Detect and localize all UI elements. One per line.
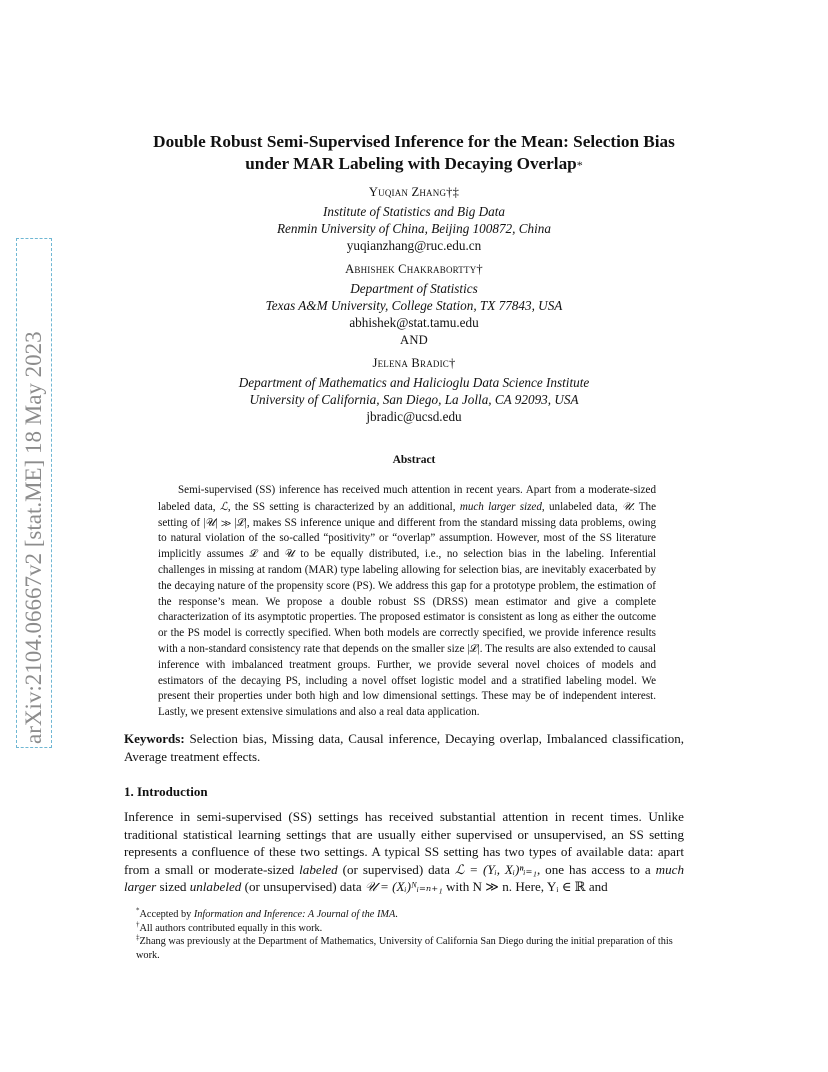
paper-title [0, 131, 828, 176]
author-affiliation-line: Texas A&M University, College Station, TX 77843, USA [265, 298, 563, 313]
author-marks: † [476, 262, 483, 276]
author-affiliation-line: Department of Statistics [350, 281, 478, 296]
title-line-2: under MAR Labeling with Decaying Overlap [245, 154, 577, 173]
author-block-2 [0, 262, 828, 331]
footnote-text: Zhang was previously at the Department of Mathematics, University of California San Diego during the initial preparation of this work. [136, 936, 673, 961]
author-block-1 [0, 185, 828, 254]
intro-emphasis: labeled [299, 861, 338, 877]
footnote [124, 935, 684, 962]
title-line-1: Double Robust Semi-Supervised Inference for the Mean: Selection Bias [153, 132, 675, 151]
author-affiliation-line: Institute of Statistics and Big Data [322, 204, 506, 219]
intro-equation: ℒ = (Yᵢ, Xᵢ)ⁿᵢ₌₁ [454, 861, 537, 877]
abstract-symbol: ℒ [219, 499, 228, 513]
arxiv-stamp-text: arXiv:2104.06667v2 [stat.ME] 18 May 2023 [21, 331, 46, 744]
footnote [124, 922, 684, 936]
intro-body [124, 808, 684, 896]
author-name: Yuqian Zhang [368, 185, 447, 199]
footnote-emphasis: Information and Inference: A Journal of the IMA [193, 909, 396, 920]
author-name-wrap [0, 262, 828, 277]
author-name: Jelena Bradic [372, 356, 450, 370]
intro-equation: 𝒰 = (Xᵢ)ᴺᵢ₌ₙ₊₁ [364, 879, 443, 894]
author-name: Abhishek Chakrabortty [345, 262, 477, 276]
abstract-paragraph [158, 483, 656, 721]
footnote [124, 908, 684, 922]
author-name-wrap [0, 185, 828, 200]
section-heading: 1. Introduction [124, 784, 208, 799]
title-footnote-mark: * [576, 158, 583, 172]
intro-emphasis: unlabeled [189, 879, 242, 894]
keywords-label: Keywords: [124, 731, 185, 746]
author-block-3 [0, 356, 828, 425]
footnote-text: All authors contributed equally in this work. [139, 922, 323, 934]
footnote-text: . [395, 909, 398, 920]
abstract-text: . The setting of |𝒰| ≫ |ℒ|, makes SS inference unique and different from the standard missing data problems, owing to natural violation of the so-called “positivity” or “overlap” assumption. However, most of the SS literature implicitly assumes ℒ and 𝒰 to be equally distributed, i.e., no selection bias in the labeling. Inferential challenges in missing at random (MAR) type labeling allowing for selection bias, are inevitably exacerbated by the decaying nature of the propensity score (PS). We address this gap for a prototype problem, the estimation of the response’s mean. We propose a double robust SS (DRSS) mean estimator and give a complete characterization of its asymptotic properties. The proposed estimator is consistent as long as either the outcome or the PS model is correctly specified. When both models are correctly specified, we provide inference results with a non-standard consistency rate that depends on the smaller size |ℒ|. The results are also extended to causal inference with imbalanced treatment groups. Further, we provide several novel choices of models and estimators of the decaying PS, including a novel offset logistic model and a stratified labeling model. We present their properties under both high and low dimensional settings. These may be of independent interest. Lastly, we present extensive simulations and also a real data application. [158, 500, 657, 719]
abstract-text: , unlabeled data, [541, 500, 622, 513]
intro-text: with N ≫ n. Here, Yᵢ ∈ ℝ and [442, 879, 608, 894]
author-email[interactable]: abhishek@stat.tamu.edu [349, 315, 479, 330]
footnote-text: Accepted by [139, 909, 194, 920]
keywords-text: Selection bias, Missing data, Causal inference, Decaying overlap, Imbalanced classification, Average treatment effects. [124, 731, 685, 764]
intro-text: Inference in semi-supervised (SS) settings has received substantial attention in recent times. Unlike traditional statistical learning settings that are usually either supervised or unsupervised, an SS setting represents a confluence of these two settings. A typical SS setting has two types of available data: apart from a small or moderate-sized [124, 809, 684, 877]
author-email[interactable]: jbradic@ucsd.edu [366, 409, 462, 424]
intro-text: (or supervised) data [337, 861, 455, 877]
footnotes [124, 908, 684, 962]
abstract-heading: Abstract [392, 454, 436, 466]
author-affiliation-line: Department of Mathematics and Halicioglu Data Science Institute [238, 375, 590, 390]
author-affiliation-line: University of California, San Diego, La Jolla, CA 92093, USA [249, 392, 579, 407]
author-marks: † [449, 356, 456, 370]
author-marks: †‡ [446, 185, 460, 199]
abstract-symbol: 𝒰 [621, 499, 632, 513]
footnote-mark: * [136, 906, 140, 915]
abstract-text: , the SS setting is characterized by an additional, [227, 500, 460, 513]
intro-text: (or unsupervised) data [241, 879, 365, 894]
abstract-heading-wrap [0, 450, 828, 468]
keywords [124, 730, 684, 766]
abstract-body [158, 483, 656, 721]
and-separator: AND [400, 333, 428, 347]
author-affiliation-line: Renmin University of China, Beijing 100872, China [277, 221, 551, 236]
footnote-mark: † [136, 920, 140, 929]
title-line-2-wrap [0, 153, 828, 176]
intro-emphasis: much larger [124, 861, 684, 894]
intro-paragraph [124, 808, 684, 896]
author-name-wrap [0, 356, 828, 371]
abstract-text: Semi-supervised (SS) inference has received much attention in recent years. Apart from a moderate-sized labeled data, [158, 484, 656, 513]
author-email[interactable]: yuqianzhang@ruc.edu.cn [346, 238, 482, 253]
abstract-emphasis: much larger sized [459, 500, 542, 513]
footnote-mark: ‡ [136, 933, 140, 942]
intro-text: , one has access to a [536, 861, 656, 877]
intro-text: sized [156, 879, 190, 894]
